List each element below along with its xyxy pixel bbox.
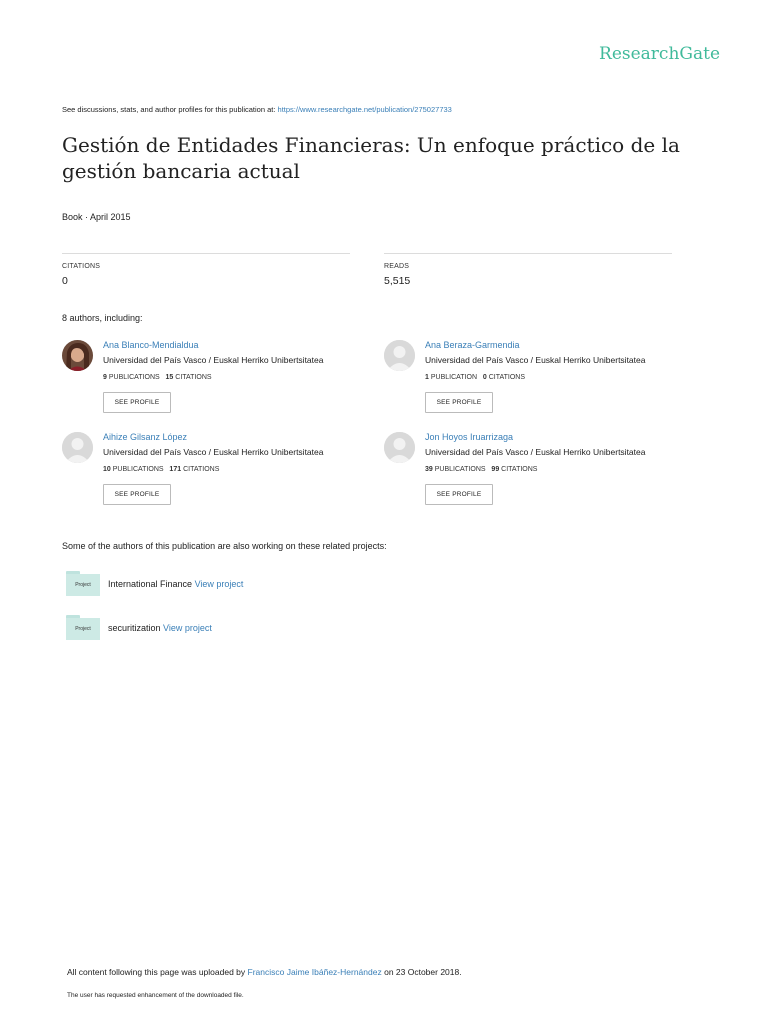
publications-label: PUBLICATION [430,374,478,381]
see-profile-button[interactable]: SEE PROFILE [103,484,171,505]
citations-value: 0 [62,275,68,287]
authors-heading: 8 authors, including: [62,313,143,323]
reads-value: 5,515 [384,275,411,287]
citations-label: CITATIONS [488,374,526,381]
author-name-link[interactable]: Jon Hoyos Iruarrizaga [425,432,514,442]
project-icon-label: Project [66,574,100,596]
view-project-link[interactable]: View project [194,579,244,589]
project-icon-label: Project [66,618,100,640]
author-stats [425,466,537,473]
project-folder-icon [66,615,100,641]
publication-url-link[interactable]: https://www.researchgate.net/publication/275027733 [277,105,452,114]
upload-prefix: All content following this page was uploaded by [67,967,246,977]
project-text [108,623,212,633]
author-card [62,432,362,512]
author-affiliation: Universidad del País Vasco / Euskal Herriko Unibertsitatea [425,447,646,457]
default-avatar-icon[interactable] [384,432,415,463]
author-name-link[interactable]: Ana Blanco-Mendialdua [103,340,199,350]
author-stats [425,374,525,381]
author-affiliation: Universidad del País Vasco / Euskal Herriko Unibertsitatea [425,355,646,365]
author-stats [103,466,219,473]
publications-count: 39 [425,466,433,473]
project-name: securitization [108,623,161,633]
citations-label: CITATIONS [175,374,212,381]
author-card [384,432,684,512]
publications-label: PUBLICATIONS [108,374,160,381]
enhancement-note: The user has requested enhancement of the downloaded file. [67,992,244,999]
publications-label: PUBLICATIONS [112,466,164,473]
upload-notice [67,967,462,977]
publications-count: 1 [425,374,429,381]
reads-label: READS [384,263,410,270]
publication-title: Gestión de Entidades Financieras: Un enfoque práctico de la gestión bancaria actual [62,133,680,183]
citations-count: 0 [482,374,487,381]
default-avatar-icon[interactable] [384,340,415,371]
author-affiliation: Universidad del País Vasco / Euskal Herriko Unibertsitatea [103,355,324,365]
author-affiliation: Universidad del País Vasco / Euskal Herriko Unibertsitatea [103,447,324,457]
citations-count: 15 [165,374,174,381]
publications-label: PUBLICATIONS [434,466,486,473]
publications-count: 9 [103,374,107,381]
citations-label: CITATIONS [183,466,220,473]
view-project-link[interactable]: View project [163,623,212,633]
author-name-link[interactable]: Aihize Gilsanz López [103,432,188,442]
see-discussions-line [62,105,452,114]
author-card [384,340,684,420]
see-discussions-text: See discussions, stats, and author profiles for this publication at: [62,105,276,114]
author-name-link[interactable]: Ana Beraza-Garmendia [425,340,520,350]
see-profile-button[interactable]: SEE PROFILE [425,484,493,505]
upload-suffix: on 23 October 2018. [384,967,462,977]
project-text [108,579,243,589]
author-stats [103,374,212,381]
publication-meta: Book · April 2015 [62,212,131,222]
default-avatar-icon[interactable] [62,432,93,463]
project-folder-icon [66,571,100,597]
reads-stat [384,253,672,287]
publications-count: 10 [103,466,111,473]
citations-count: 99 [491,466,500,473]
see-profile-button[interactable]: SEE PROFILE [103,392,171,413]
citations-label: CITATIONS [501,466,538,473]
author-photo-avatar[interactable] [62,340,93,371]
projects-heading: Some of the authors of this publication are also working on these related projects: [62,541,387,551]
citations-count: 171 [169,466,182,473]
citations-label: CITATIONS [62,263,101,270]
project-item [66,571,366,597]
project-name: International Finance [108,579,193,589]
see-profile-button[interactable]: SEE PROFILE [425,392,493,413]
uploader-link[interactable]: Francisco Jaime Ibáñez-Hernández [247,967,382,977]
researchgate-logo[interactable]: ResearchGate [599,44,720,64]
citations-stat [62,253,350,287]
author-card [62,340,362,420]
project-item [66,615,366,641]
